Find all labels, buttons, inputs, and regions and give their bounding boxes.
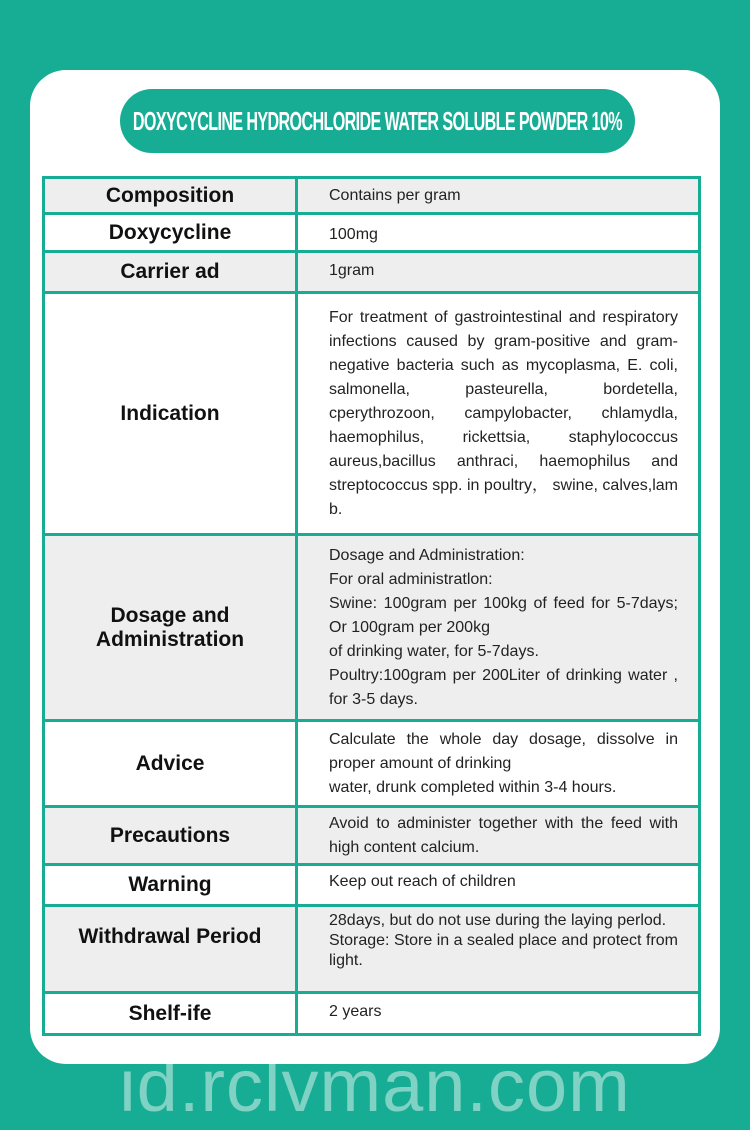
row-label-indication: Indication xyxy=(44,293,297,535)
row-value-dosage xyxy=(297,535,700,721)
table-row xyxy=(44,252,700,293)
table-row xyxy=(44,535,700,721)
row-value-shelf-life: 2 years xyxy=(297,993,700,1035)
table-row xyxy=(44,214,700,252)
row-value-indication: For treatment of gastrointestinal and respiratory infections caused by gram-positive and gram-negative bacteria such as mycoplasma, E. coli, salmonella, pasteurella, bordetella, cperythrozoon, campylobacter, chlamydla, haemophilus, rickettsia, staphylococcus aureus,bacillus anthraci, haemophilus and streptococcus spp. in poultry， swine, calves,lam b. xyxy=(297,293,700,535)
spec-table xyxy=(42,176,701,1036)
row-label-withdrawal: Withdrawal Period xyxy=(44,906,297,993)
table-row xyxy=(44,993,700,1035)
advice-line: water, drunk completed within 3-4 hours. xyxy=(329,778,617,796)
row-label-dosage: Dosage and Administration xyxy=(44,535,297,721)
row-value-withdrawal xyxy=(297,906,700,993)
withdrawal-line: Storage: Store in a sealed place and protect from light. xyxy=(329,932,678,969)
table-row xyxy=(44,293,700,535)
dosage-line: of drinking water, for 5-7days. xyxy=(329,642,539,660)
row-label-advice: Advice xyxy=(44,721,297,807)
advice-line: Calculate the whole day dosage, dissolve in proper amount of drinking xyxy=(329,730,678,772)
table-row xyxy=(44,178,700,214)
dosage-line: Dosage and Administration: xyxy=(329,546,525,564)
dosage-line: Poultry:100gram per 200Liter of drinking water , for 3-5 days. xyxy=(329,666,678,708)
page-title: DOXYCYCLINE HYDROCHLORIDE WATER SOLUBLE POWDER 10% xyxy=(132,105,623,136)
table-row xyxy=(44,807,700,865)
table-row xyxy=(44,865,700,906)
row-value-precautions: Avoid to administer together with the feed with high content calcium. xyxy=(297,807,700,865)
row-value-composition: Contains per gram xyxy=(297,178,700,214)
withdrawal-line: 28days, but do not use during the laying perlod. xyxy=(329,912,667,929)
dosage-line: Swine: 100gram per 100kg of feed for 5-7days; Or 100gram per 200kg xyxy=(329,594,678,636)
row-label-carrier: Carrier ad xyxy=(44,252,297,293)
row-label-precautions: Precautions xyxy=(44,807,297,865)
title-banner xyxy=(120,89,635,153)
dosage-line: For oral administratlon: xyxy=(329,570,493,588)
table-row xyxy=(44,906,700,993)
row-label-doxycycline: Doxycycline xyxy=(44,214,297,252)
row-value-advice xyxy=(297,721,700,807)
row-label-composition: Composition xyxy=(44,178,297,214)
row-label-shelf-life: Shelf-ife xyxy=(44,993,297,1035)
row-value-carrier: 1gram xyxy=(297,252,700,293)
row-label-warning: Warning xyxy=(44,865,297,906)
row-value-doxycycline: 100mg xyxy=(297,214,700,252)
row-value-warning: Keep out reach of children xyxy=(297,865,700,906)
table-row xyxy=(44,721,700,807)
watermark: id.rclvman.com xyxy=(119,1044,631,1127)
